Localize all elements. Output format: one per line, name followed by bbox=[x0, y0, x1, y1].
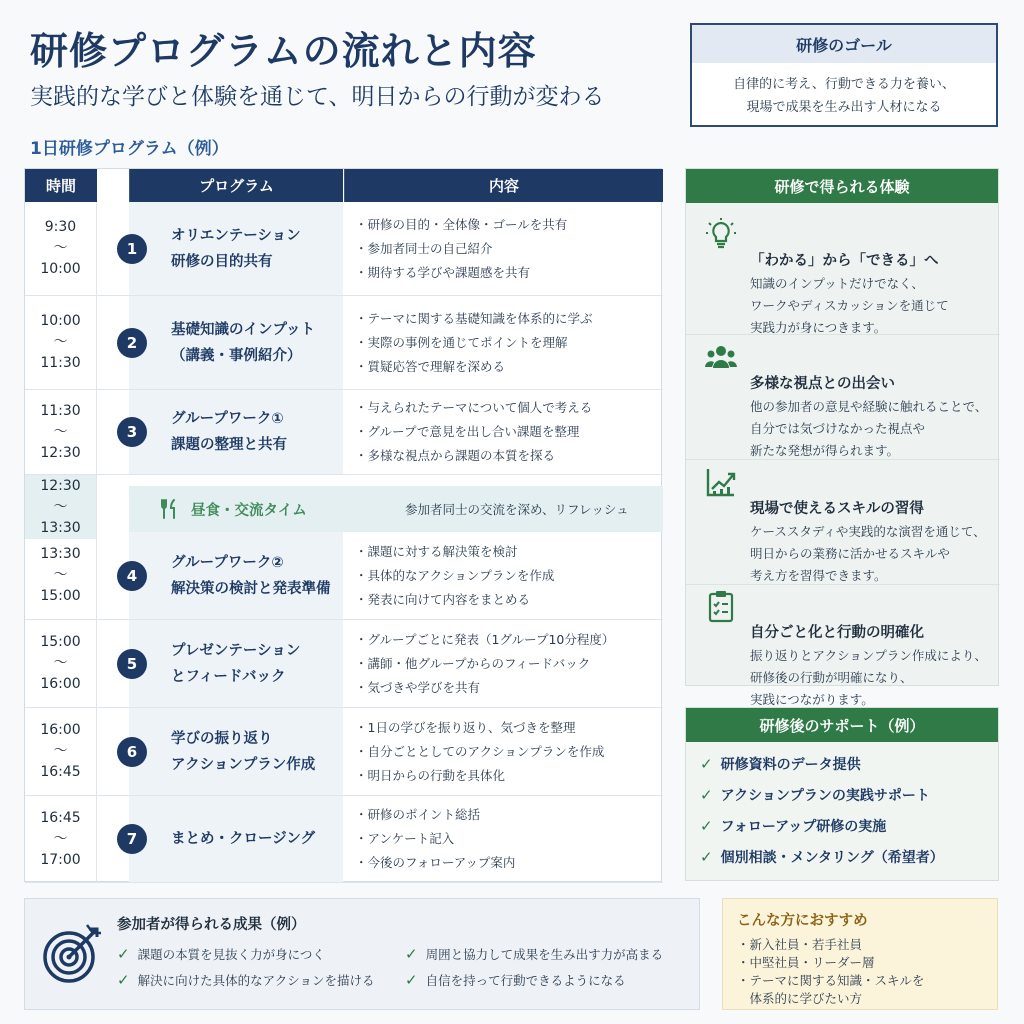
support-item-text: フォローアップ研修の実施 bbox=[720, 818, 887, 835]
experience-item-desc bbox=[750, 396, 987, 462]
program-cell bbox=[126, 532, 343, 619]
content-item: ・発表に向けて内容をまとめる bbox=[355, 591, 531, 607]
schedule-row bbox=[25, 296, 663, 390]
time-start: 13:30 bbox=[40, 546, 81, 562]
program-line: 基礎知識のインプット bbox=[171, 321, 315, 338]
program-cell bbox=[126, 796, 343, 882]
support-item-text: アクションプランの実践サポート bbox=[720, 787, 930, 804]
time-end: 15:00 bbox=[40, 588, 81, 604]
program-title bbox=[171, 550, 331, 602]
step-number: 4 bbox=[117, 561, 147, 591]
target-icon bbox=[41, 923, 103, 985]
lunch-time-cell bbox=[25, 475, 97, 539]
check-icon: ✓ bbox=[700, 754, 713, 773]
experience-item-desc bbox=[750, 273, 949, 339]
check-icon: ✓ bbox=[700, 785, 713, 804]
support-item bbox=[686, 748, 998, 779]
step-number: 5 bbox=[117, 649, 147, 679]
desc-line: 明日からの業務に活かせるスキルや bbox=[750, 546, 950, 561]
time-start: 12:30 bbox=[40, 477, 81, 494]
content-item: ・1日の学びを振り返り、気づきを整理 bbox=[355, 719, 576, 735]
program-line: グループワーク② bbox=[171, 554, 284, 571]
schedule-row bbox=[25, 796, 663, 883]
time-end: 16:00 bbox=[40, 676, 81, 692]
support-panel bbox=[685, 707, 999, 881]
experience-panel bbox=[685, 168, 999, 707]
lunch-content: 参加者同士の交流を深め、リフレッシュ bbox=[405, 502, 629, 517]
support-list bbox=[686, 742, 998, 872]
experience-item-desc bbox=[750, 521, 986, 587]
lunch-row bbox=[129, 486, 663, 532]
time-sep: 〜 bbox=[53, 830, 68, 847]
program-line: プレゼンテーション bbox=[171, 642, 301, 659]
desc-line: 研修後の行動が明確になり、 bbox=[750, 670, 913, 685]
check-icon: ✓ bbox=[700, 816, 713, 835]
time-end: 10:00 bbox=[40, 261, 81, 277]
lunch-label: 昼食・交流タイム bbox=[191, 502, 307, 519]
time-sep: 〜 bbox=[53, 334, 68, 350]
time-end: 13:30 bbox=[40, 519, 81, 536]
outcomes-box bbox=[24, 898, 700, 1010]
content-item: ・研修のポイント総括 bbox=[355, 807, 481, 822]
goal-line: 現場で成果を生み出す人材になる bbox=[746, 100, 942, 115]
header-content: 内容 bbox=[344, 169, 663, 202]
content-item: ・参加者同士の自己紹介 bbox=[355, 240, 493, 256]
experience-item-desc bbox=[750, 645, 987, 711]
utensils-icon bbox=[159, 498, 181, 520]
outcome-text: 自信を持って行動できるようになる bbox=[425, 973, 626, 988]
recommend-item: ・テーマに関する知識・スキルを bbox=[737, 973, 925, 988]
content-item: ・気づきや学びを共有 bbox=[355, 679, 481, 695]
program-title bbox=[171, 223, 301, 275]
desc-line: 実践につながります。 bbox=[750, 692, 874, 707]
page-title: 研修プログラムの流れと内容 bbox=[30, 28, 537, 73]
time-cell bbox=[25, 202, 97, 295]
time-sep: 〜 bbox=[53, 423, 68, 440]
program-line: アクションプラン作成 bbox=[171, 756, 316, 773]
content-item: ・研修の目的・全体像・ゴールを共有 bbox=[355, 216, 568, 232]
experience-item bbox=[686, 336, 1000, 460]
schedule-row bbox=[25, 532, 663, 620]
outcome-item bbox=[405, 945, 663, 963]
program-cell bbox=[126, 708, 343, 795]
content-cell bbox=[355, 390, 655, 474]
content-item: ・自分ごととしてのアクションプランを作成 bbox=[355, 743, 605, 759]
content-cell bbox=[355, 620, 655, 707]
program-line: （講義・事例紹介） bbox=[171, 347, 302, 364]
program-title bbox=[171, 726, 315, 778]
program-title bbox=[171, 638, 300, 690]
program-line: まとめ・クロージング bbox=[171, 831, 316, 847]
time-sep: 〜 bbox=[53, 655, 68, 671]
time-sep: 〜 bbox=[53, 567, 68, 583]
program-line: 解決策の検討と発表準備 bbox=[171, 580, 331, 597]
content-item: ・期待する学びや課題感を共有 bbox=[355, 264, 531, 280]
header-time: 時間 bbox=[25, 169, 97, 202]
goal-box bbox=[690, 23, 998, 127]
content-item: ・明日からの行動を具体化 bbox=[355, 767, 506, 783]
content-cell bbox=[355, 532, 655, 619]
schedule-row bbox=[25, 620, 663, 708]
time-end: 17:00 bbox=[40, 851, 81, 868]
time-start: 11:30 bbox=[40, 402, 81, 419]
outcome-item bbox=[405, 971, 626, 989]
outcomes-title: 参加者が得られる成果（例） bbox=[117, 917, 306, 933]
content-item: ・グループごとに発表（1グループ10分程度） bbox=[355, 631, 615, 647]
time-cell bbox=[25, 390, 97, 474]
schedule-table bbox=[24, 168, 662, 882]
check-icon: ✓ bbox=[405, 945, 418, 963]
content-item: ・講師・他グループからのフィードバック bbox=[355, 655, 591, 671]
desc-line: 他の参加者の意見や経験に触れることで、 bbox=[750, 399, 988, 414]
experience-item-title: 多様な視点との出会い bbox=[750, 376, 895, 392]
check-icon: ✓ bbox=[405, 971, 418, 989]
program-cell bbox=[126, 620, 343, 707]
chart-up-icon bbox=[704, 465, 738, 499]
time-end: 11:30 bbox=[40, 355, 81, 371]
recommend-title: こんな方におすすめ bbox=[737, 913, 868, 929]
desc-line: 知識のインプットだけでなく、 bbox=[750, 276, 924, 291]
support-item bbox=[686, 779, 998, 810]
experience-item-title: 自分ごと化と行動の明確化 bbox=[750, 625, 924, 641]
experience-item-title: 現場で使えるスキルの習得 bbox=[750, 501, 924, 517]
time-cell bbox=[25, 296, 97, 389]
time-sep: 〜 bbox=[53, 498, 68, 515]
content-item: ・アンケート記入 bbox=[355, 831, 455, 846]
schedule-row bbox=[25, 708, 663, 796]
time-cell bbox=[25, 532, 97, 619]
experience-item-title: 「わかる」から「できる」へ bbox=[750, 253, 939, 269]
content-item: ・課題に対する解決策を検討 bbox=[355, 543, 518, 559]
desc-line: ワークやディスカッションを通じて bbox=[750, 298, 949, 313]
experience-item bbox=[686, 585, 1000, 705]
content-item: ・与えられたテーマについて個人で考える bbox=[355, 400, 593, 415]
desc-line: 振り返りとアクションプラン作成により、 bbox=[750, 648, 987, 663]
time-sep: 〜 bbox=[53, 743, 68, 759]
content-item: ・多様な視点から課題の本質を探る bbox=[355, 448, 556, 463]
program-cell bbox=[126, 390, 343, 474]
recommend-box bbox=[722, 898, 998, 1010]
content-cell bbox=[355, 296, 655, 389]
step-number: 2 bbox=[117, 328, 147, 358]
desc-line: 実践力が身につきます。 bbox=[750, 320, 887, 335]
step-number: 7 bbox=[117, 824, 147, 854]
check-icon: ✓ bbox=[117, 971, 130, 989]
experience-item bbox=[686, 213, 1000, 335]
outcome-text: 周囲と協力して成果を生み出す力が高まる bbox=[425, 947, 664, 962]
time-cell bbox=[25, 620, 97, 707]
program-cell bbox=[126, 296, 343, 389]
step-number: 6 bbox=[117, 737, 147, 767]
header-program: プログラム bbox=[129, 169, 343, 202]
outcome-text: 課題の本質を見抜く力が身につく bbox=[137, 947, 325, 962]
goal-body bbox=[692, 63, 996, 119]
program-title bbox=[171, 317, 315, 369]
support-item bbox=[686, 841, 998, 872]
support-item-text: 研修資料のデータ提供 bbox=[720, 756, 861, 773]
outcome-item bbox=[117, 971, 374, 989]
content-cell bbox=[355, 202, 655, 295]
time-sep: 〜 bbox=[53, 240, 68, 256]
content-item: ・具体的なアクションプランを作成 bbox=[355, 567, 555, 583]
program-line: グループワーク① bbox=[171, 411, 284, 427]
content-item: ・今後のフォローアップ案内 bbox=[355, 855, 516, 870]
desc-line: 自分では気づけなかった視点や bbox=[750, 421, 926, 436]
schedule-row bbox=[25, 202, 663, 296]
program-title bbox=[171, 826, 315, 852]
recommend-item: 体系的に学びたい方 bbox=[737, 991, 863, 1006]
support-item bbox=[686, 810, 998, 841]
time-cell bbox=[25, 708, 97, 795]
program-line: 学びの振り返り bbox=[171, 730, 273, 747]
time-start: 10:00 bbox=[40, 313, 81, 329]
content-item: ・質疑応答で理解を深める bbox=[355, 358, 506, 374]
section-title: 1日研修プログラム（例） bbox=[30, 139, 229, 159]
program-line: オリエンテーション bbox=[171, 227, 301, 244]
time-cell bbox=[25, 796, 97, 882]
step-number: 1 bbox=[117, 234, 147, 264]
recommend-item: ・新入社員・若手社員 bbox=[737, 937, 863, 952]
outcome-item bbox=[117, 945, 325, 963]
desc-line: ケーススタディや実践的な演習を通じて、 bbox=[750, 524, 986, 539]
page-subtitle: 実践的な学びと体験を通じて、明日からの行動が変わる bbox=[30, 84, 605, 110]
lightbulb-icon bbox=[704, 217, 738, 251]
desc-line: 考え方を習得できます。 bbox=[750, 568, 887, 583]
program-line: 課題の整理と共有 bbox=[171, 437, 287, 453]
recommend-item: ・中堅社員・リーダー層 bbox=[737, 955, 875, 970]
support-title: 研修後のサポート（例） bbox=[686, 708, 998, 742]
check-icon: ✓ bbox=[700, 847, 713, 866]
content-item: ・テーマに関する基礎知識を体系的に学ぶ bbox=[355, 310, 593, 326]
step-number: 3 bbox=[117, 417, 147, 447]
time-start: 16:45 bbox=[40, 809, 81, 826]
content-cell bbox=[355, 796, 655, 882]
outcome-text: 解決に向けた具体的なアクションを描ける bbox=[137, 973, 375, 988]
goal-line: 自律的に考え、行動できる力を養い、 bbox=[733, 77, 955, 92]
content-item: ・グループで意見を出し合い課題を整理 bbox=[355, 424, 580, 439]
support-item-text: 個別相談・メンタリング（希望者） bbox=[720, 849, 944, 866]
time-start: 15:00 bbox=[40, 634, 81, 650]
program-line: とフィードバック bbox=[171, 668, 286, 685]
time-end: 16:45 bbox=[40, 764, 81, 780]
check-icon: ✓ bbox=[117, 945, 130, 963]
content-item: ・実際の事例を通じてポイントを理解 bbox=[355, 334, 568, 350]
experience-title: 研修で得られる体験 bbox=[686, 169, 998, 203]
program-cell bbox=[126, 202, 343, 295]
experience-item bbox=[686, 461, 1000, 585]
time-start: 9:30 bbox=[44, 219, 77, 235]
time-end: 12:30 bbox=[40, 444, 81, 461]
time-start: 16:00 bbox=[40, 722, 81, 738]
schedule-row bbox=[25, 390, 663, 475]
content-cell bbox=[355, 708, 655, 795]
desc-line: 新たな発想が得られます。 bbox=[750, 443, 900, 458]
program-line: 研修の目的共有 bbox=[171, 253, 273, 270]
goal-title: 研修のゴール bbox=[692, 25, 996, 63]
people-icon bbox=[704, 340, 738, 374]
program-title bbox=[171, 406, 287, 458]
clipboard-check-icon bbox=[704, 589, 738, 623]
